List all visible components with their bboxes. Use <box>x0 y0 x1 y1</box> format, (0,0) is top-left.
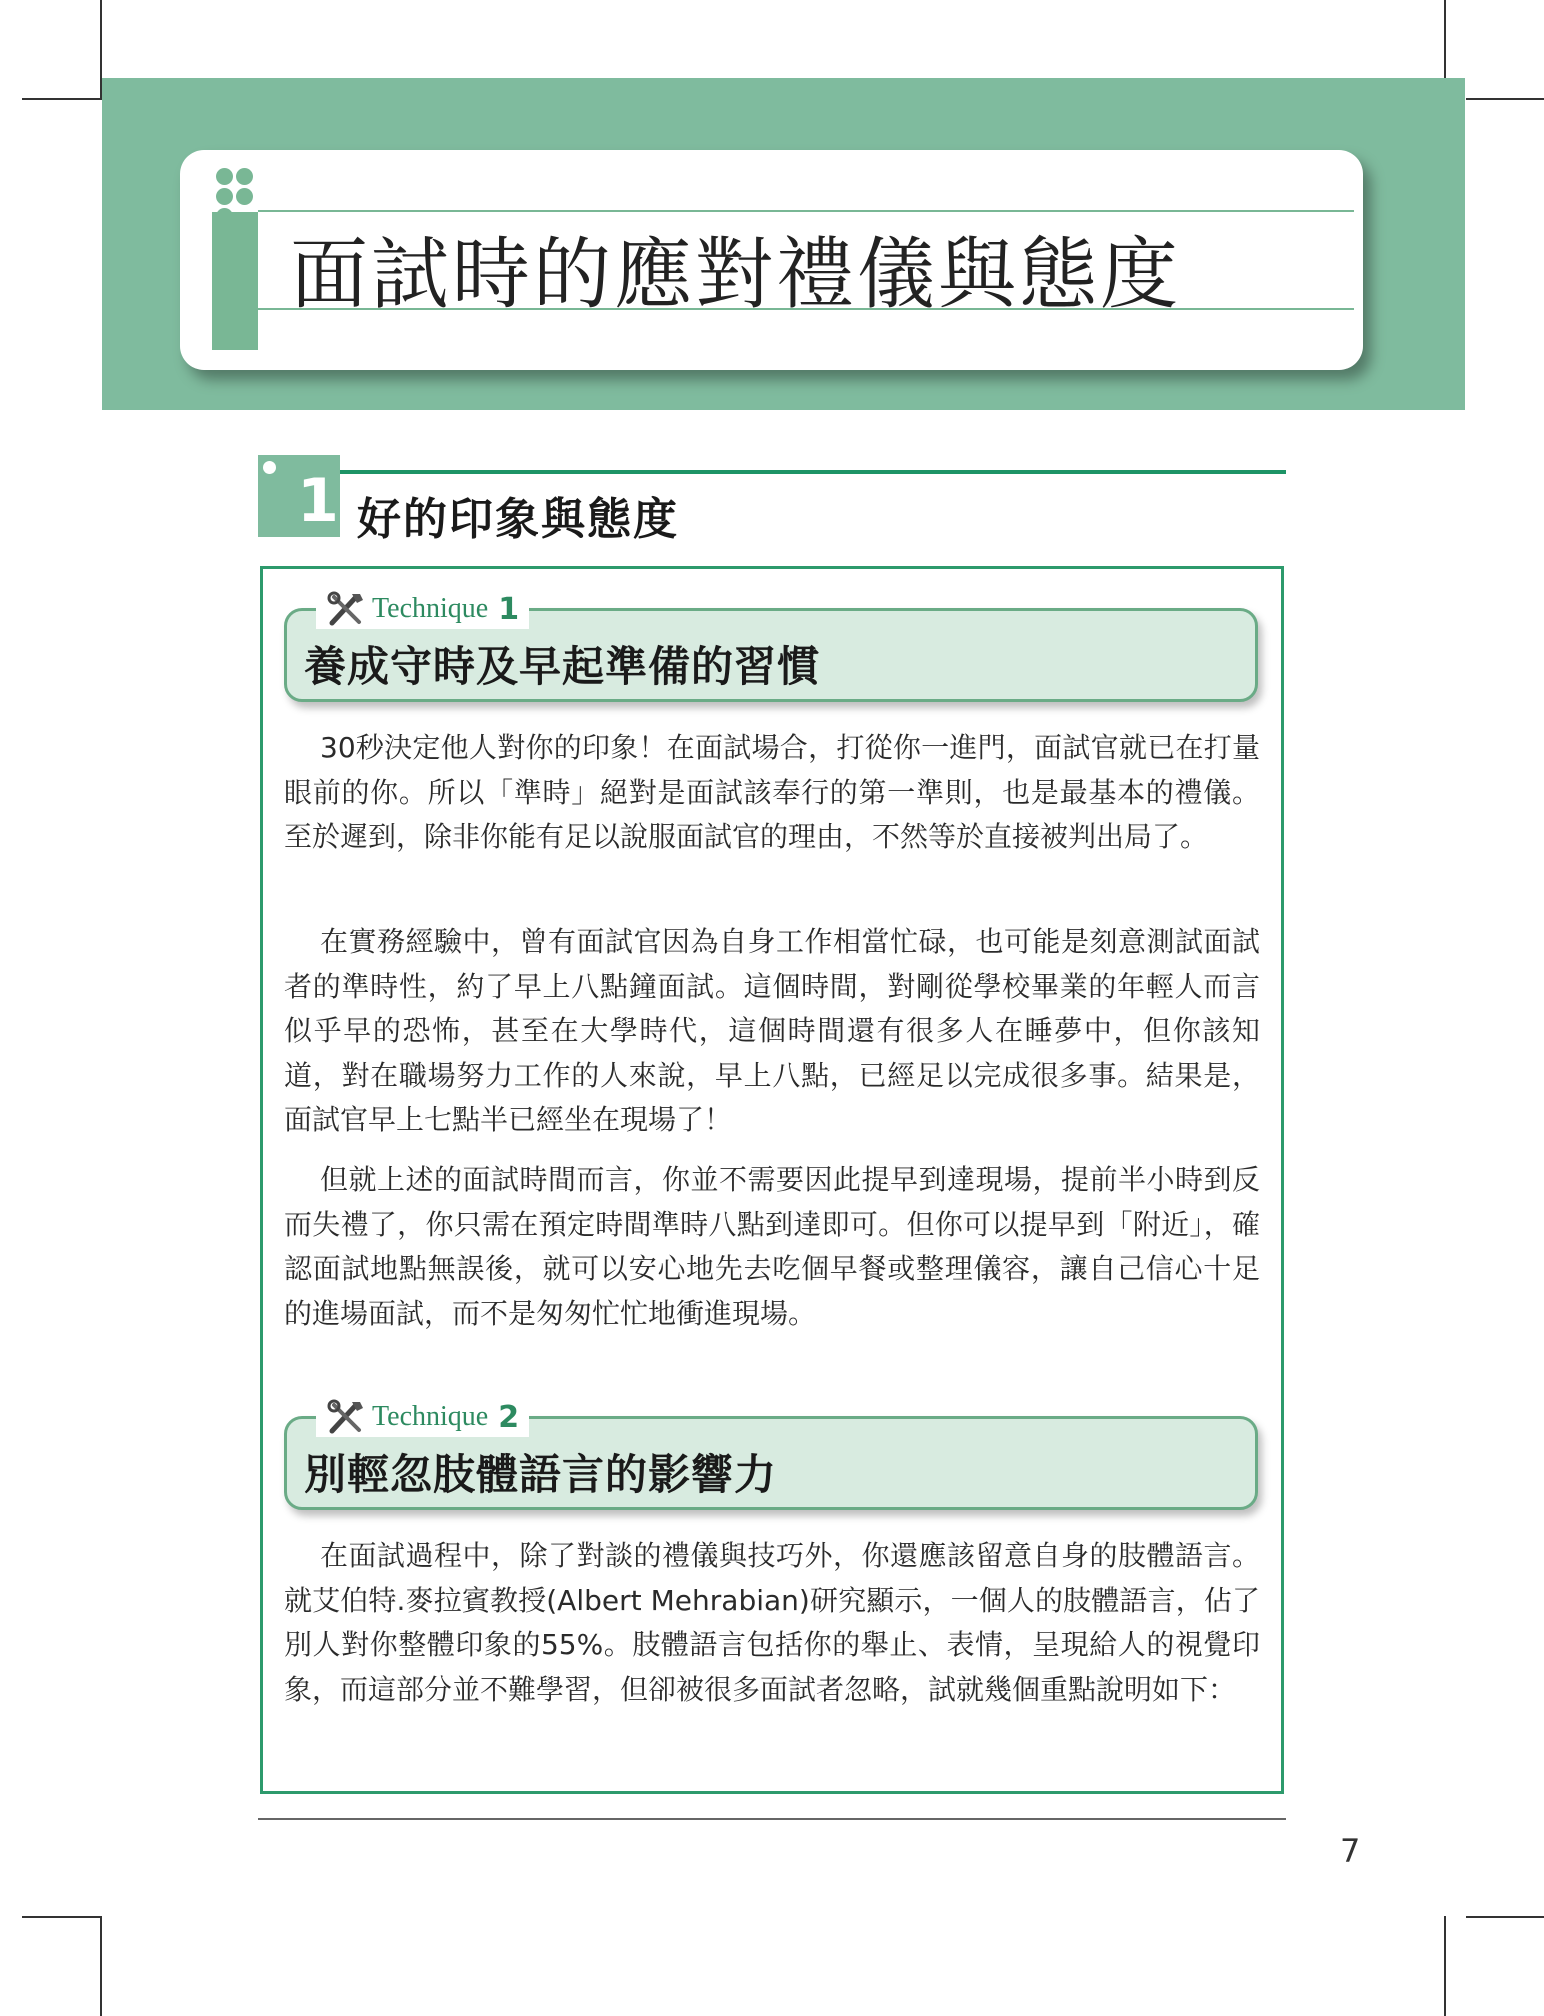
tools-icon <box>326 1399 366 1435</box>
technique-1-number: 1 <box>498 591 520 627</box>
crop-mark <box>1466 1916 1544 1918</box>
technique-1-title: 養成守時及早起準備的習慣 <box>304 642 821 691</box>
page-number: 7 <box>1340 1832 1361 1870</box>
section-number: 1 <box>297 466 339 536</box>
technique-2-paragraph-1: 在面試過程中，除了對談的禮儀與技巧外，你還應該留意自身的肢體語言。就艾伯特.麥拉賓教授(Albert Mehrabian)研究顯示，一個人的肢體語言，佔了別人對你整體印象的55%。肢體語言包括你的舉止、表情，呈現給人的視覺印象，而這部分並不難學習，但卻被很多面試者忽略，試就幾個重點說明如下： <box>284 1539 1260 1706</box>
section-title: 好的印象與態度 <box>357 494 679 545</box>
page-title: 面試時的應對禮儀與態度 <box>290 230 1182 320</box>
technique-1-paragraph-1: 30秒決定他人對你的印象！在面試場合，打從你一進門，面試官就已在打量眼前的你。所以「準時」絕對是面試該奉行的第一準則，也是最基本的禮儀。至於遲到，除非你能有足以說服面試官的理由，不然等於直接被判出局了。 <box>284 731 1260 853</box>
technique-1-paragraph-2: 在實務經驗中，曾有面試官因為自身工作相當忙碌，也可能是刻意測試面試者的準時性，約了早上八點鐘面試。這個時間，對剛從學校畢業的年輕人而言似乎早的恐怖，甚至在大學時代，這個時間還有很多人在睡夢中，但你該知道，對在職場努力工作的人來說，早上八點，已經足以完成很多事。結果是，面試官早上七點半已經坐在現場了！ <box>284 925 1260 1136</box>
technique-1-word: Technique <box>372 593 489 624</box>
technique-2-title: 別輕忽肢體語言的影響力 <box>304 1450 778 1499</box>
technique-2-label <box>316 1397 529 1437</box>
section-dot-icon <box>263 461 276 474</box>
technique-1-paragraph-3: 但就上述的面試時間而言，你並不需要因此提早到達現場，提前半小時到反而失禮了，你只需在預定時間準時八點到達即可。但你可以提早到「附近」，確認面試地點無誤後，就可以安心地先去吃個早餐或整理儀容，讓自己信心十足的進場面試，而不是匆匆忙忙地衝進現場。 <box>284 1163 1260 1330</box>
title-accent-bar <box>212 212 258 350</box>
technique-2-number: 2 <box>498 1399 520 1435</box>
section-rule <box>340 470 1286 474</box>
crop-mark <box>1466 98 1544 100</box>
crop-mark <box>22 98 100 100</box>
technique-2-word: Technique <box>372 1401 489 1432</box>
footer-rule <box>258 1818 1286 1820</box>
crop-mark <box>1444 1916 1446 2016</box>
crop-mark <box>100 1916 102 2016</box>
technique-1-label <box>316 589 529 629</box>
tools-icon <box>326 591 366 627</box>
crop-mark <box>22 1916 100 1918</box>
